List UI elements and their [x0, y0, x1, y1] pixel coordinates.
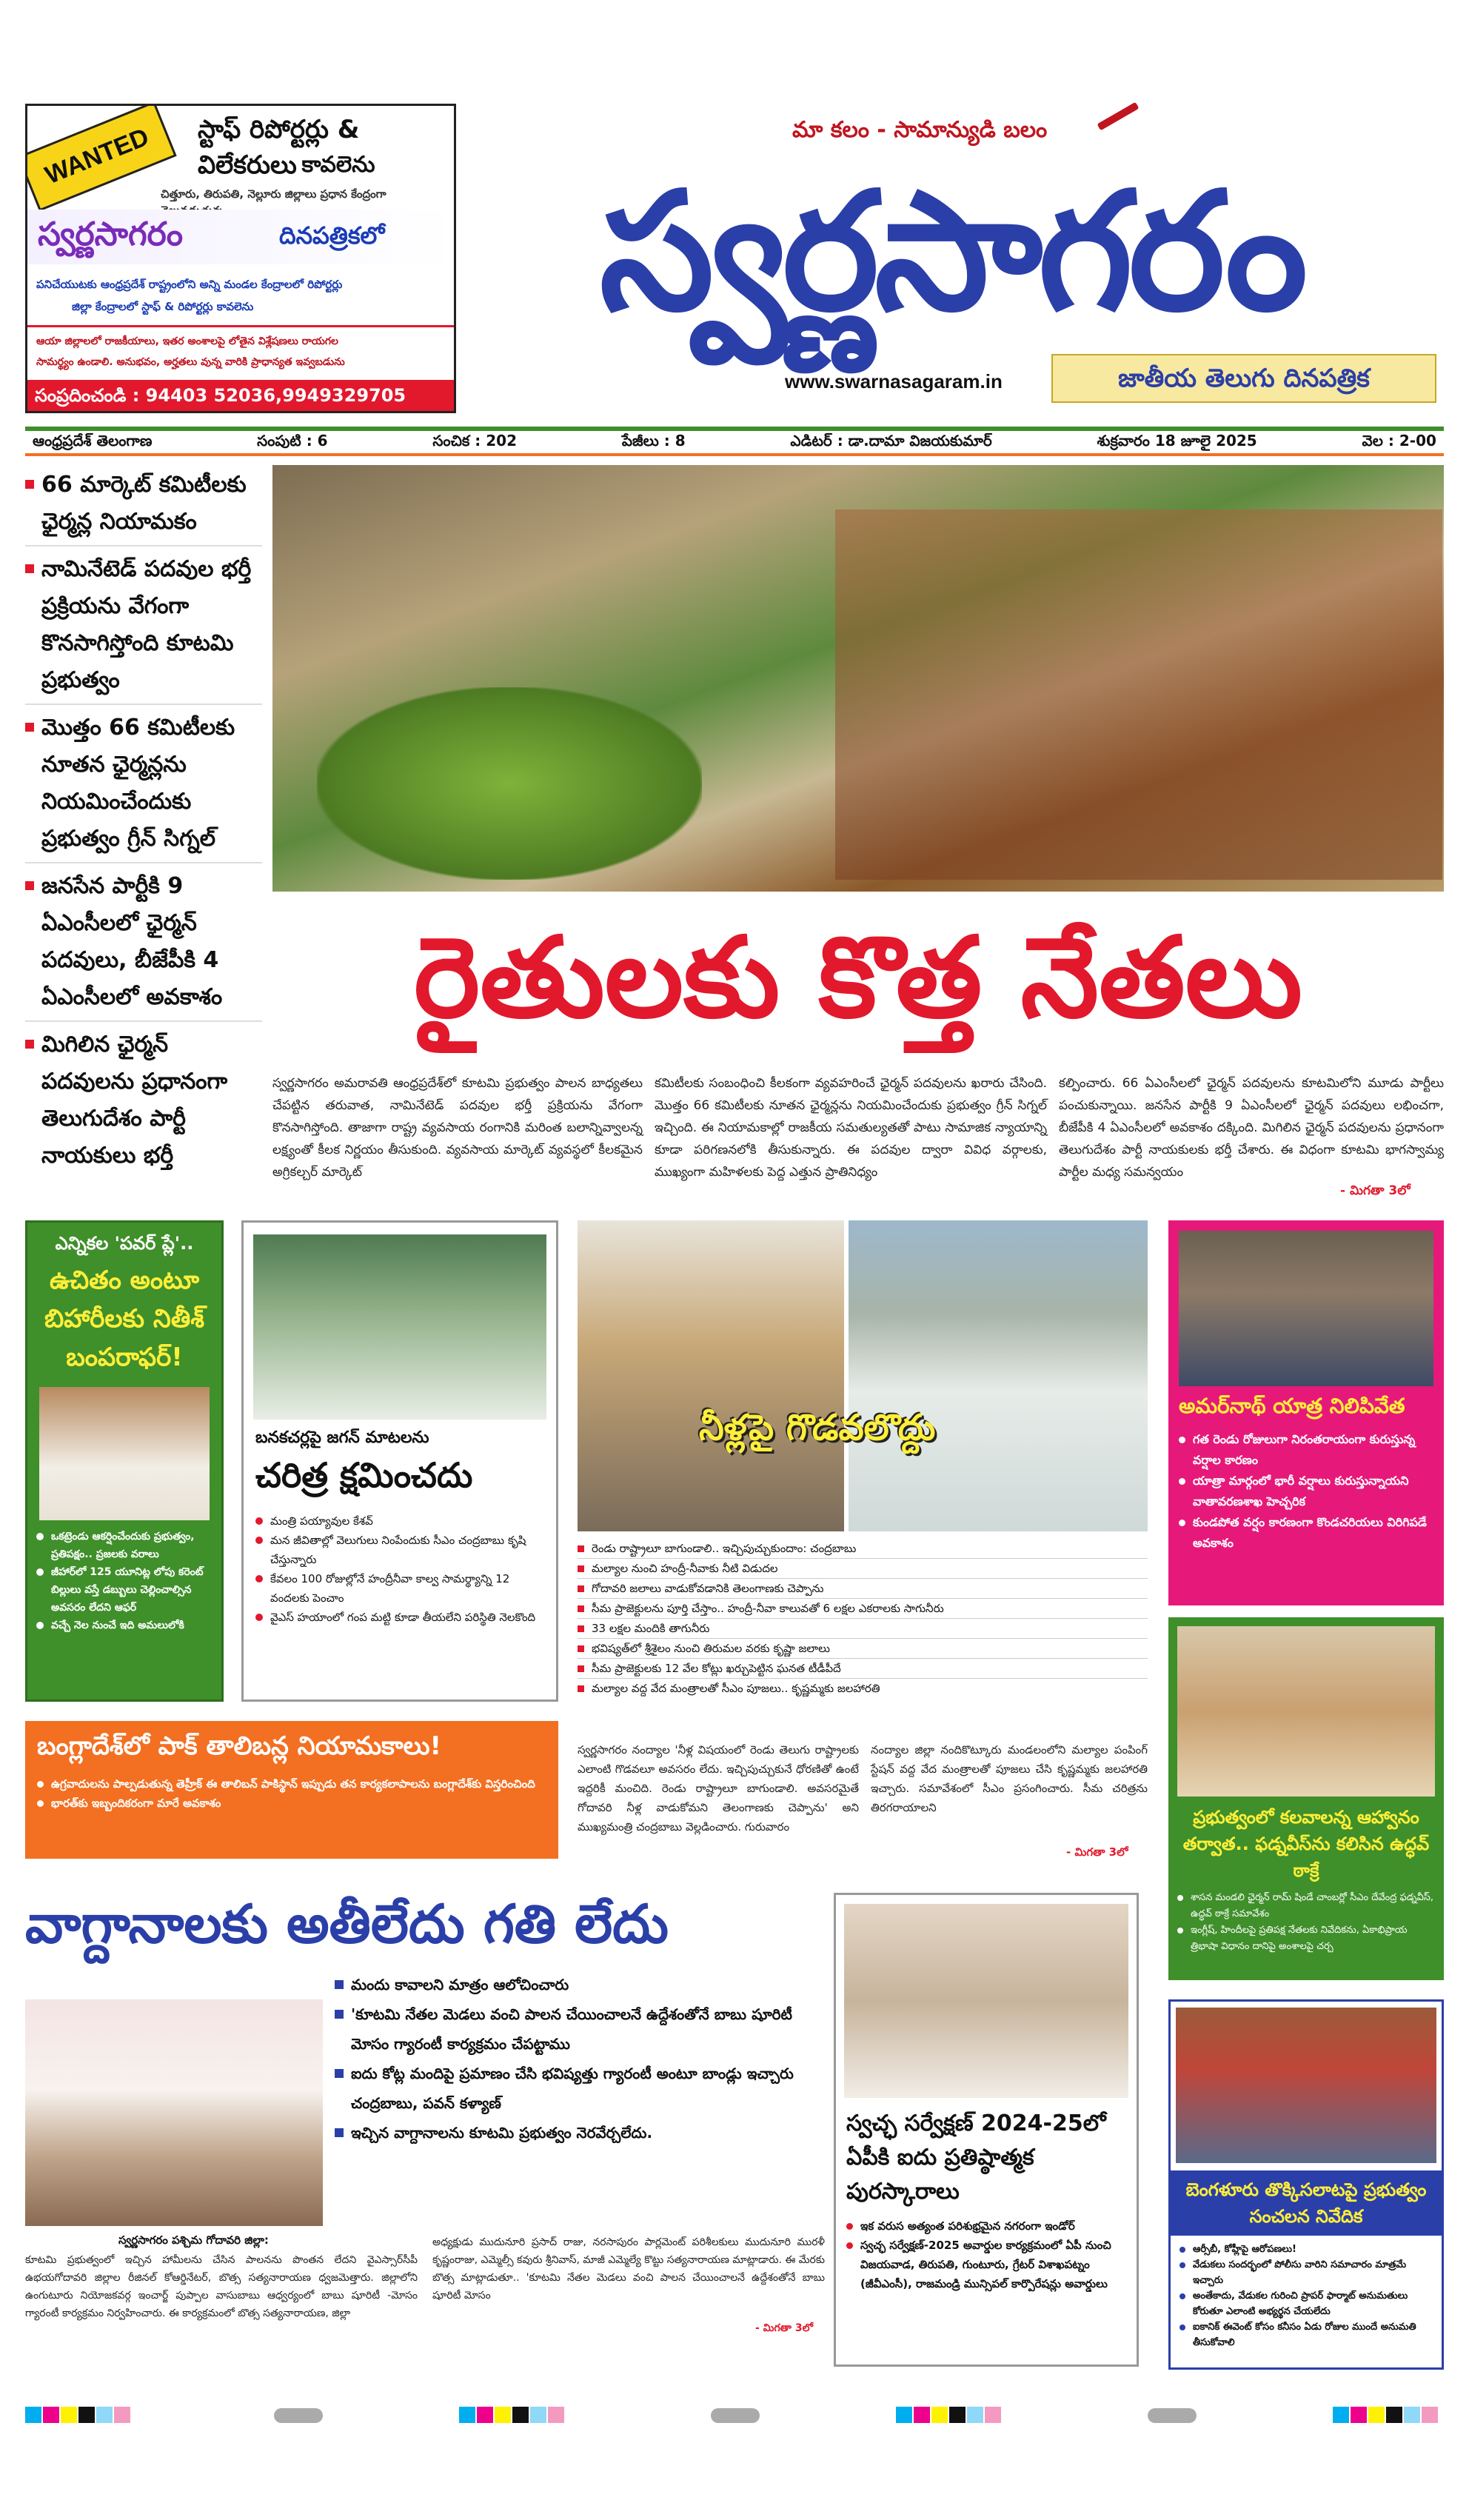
- jagan-bullet: కేవలం 100 రోజుల్లోనే హంద్రీనీవా కాల్వ సామర్థ్యాన్ని 12 వందలకు పెంచాం: [255, 1569, 544, 1608]
- swachh-bullet: ఇక వరుస అత్యంత పరిశుభ్రమైన నగరంగా ఇండోర్: [846, 2216, 1126, 2236]
- promises-bullet: ఐదు కోట్ల మందిపై ప్రమాణం చేసి భవిష్యత్తు గ్యారంటీ అంటూ బాండ్లు ఇచ్చారు చంద్రబాబు, పవన్ కళ్యాణ్: [335, 2059, 823, 2118]
- swachh-headline: స్వచ్ఛ సర్వేక్షణ్ 2024-25లో ఏపీకి ఐదు ప్రతిష్ఠాత్మక పురస్కారాలు: [846, 2110, 1106, 2205]
- promises-headline: వాగ్దానాలకు అతీలేదు గతి లేదు: [25, 1893, 669, 1955]
- lead-bullet: మొత్తం 66 కమిటీలకు నూతన ఛైర్మన్లను నియమించేందుకు ప్రభుత్వం గ్రీన్ సిగ్నల్: [25, 709, 262, 863]
- info-price: వెల : 2-00: [1362, 431, 1436, 449]
- ad-line7: సామర్థ్యం ఉండాలి. అనుభవం, అర్హతలు వున్న వారికి ప్రాధాన్యత ఇవ్వబడును: [36, 356, 345, 368]
- pak-bullet: భారత్‌కు ఇబ్బందికరంగా మారే అవకాశం: [37, 1794, 546, 1813]
- amarnath-bullet: యాత్రా మార్గంలో భారీ వర్షాలు కురుస్తున్నాయని వాతావరణశాఖ హెచ్చరిక: [1179, 1471, 1433, 1512]
- jagan-bullet: వైఎస్ హయాంలో గంప మట్టి కూడా తీయలేని పరిస్థితి నెలకొంది: [255, 1608, 544, 1627]
- promises-col2: అధ్యక్షుడు ముదునూరి ప్రసాద్ రాజు, నరసాపురం పార్లమెంట్ పరిశీలకులు ముదునూరి మురళీ కృష్ణంరాజు, ఎమ్మెల్సీ కవురు శ్రీనివాస్, మాజీ ఎమ్మెల్యే కొట్టు సత్యనారాయణ మాట్లాడారు. ఈ మేరకు బొత్స మాట్లాడుతూ.. 'కూటమి నేతల మెడలు వంచి పాలన చేయించాలనే ఉద్దేశంతోనే బాబు షూరిటీ మోసం: [432, 2236, 826, 2302]
- lead-bullet: మిగిలిన ఛైర్మన్ పదవులను ప్రధానంగా తెలుగుదేశం పార్టీ నాయకులు భర్తీ: [25, 1026, 262, 1174]
- water-bullet: 33 లక్షల మందికి తాగునీరు: [578, 1619, 1148, 1639]
- bihar-box: [25, 1220, 224, 1702]
- water-bullet: సీమ ప్రాజెక్టులకు 12 వేల కోట్లు ఖర్చుపెట్టిన ఘనత టీడీపీదే: [578, 1659, 1148, 1679]
- pak-headline: బంగ్లాదేశ్‌లో పాక్ తాలిబన్ల నియామకాలు!: [37, 1731, 442, 1761]
- water-bullet: రెండు రాష్ట్రాలూ బాగుండాలి.. ఇచ్చిపుచ్చుకుందాం: చంద్రబాబు: [578, 1539, 1148, 1559]
- ad-line6: ఆయా జిల్లాలలో రాజకీయాలు, ఇతర అంశాలపై లోతైన విశ్లేషణలు రాయగల: [36, 335, 338, 347]
- amarnath-bullets: [1168, 1429, 1444, 1554]
- jagan-bullets: [244, 1511, 556, 1627]
- ad-line5: జిల్లా కేంద్రాలలో స్టాఫ్ & రిపోర్టర్లు కావలెను: [72, 300, 254, 313]
- nitish-photo: [39, 1387, 210, 1520]
- amarnath-photo: [1179, 1231, 1433, 1386]
- minister-photo: [253, 1234, 546, 1420]
- lead-bullets: [25, 467, 262, 1174]
- amarnath-bullet: కుండపోత వర్షం కారణంగా కొండచరియలు విరిగిపడే అవకాశం: [1179, 1512, 1433, 1554]
- masthead-subtitle-box: [1051, 354, 1436, 403]
- water-bullet: మల్యాల వద్ద వేద మంత్రాలతో సీఎం పూజలు.. కృష్ణమ్మకు జలహారతి: [578, 1679, 1148, 1698]
- water-bullets: [578, 1539, 1148, 1698]
- water-overlay: నీళ్లపై గొడవలొద్దు: [699, 1407, 936, 1448]
- info-volume: సంపుటి : 6: [257, 431, 328, 449]
- color-bar-midleft: [459, 2407, 566, 2426]
- uddhav-bullets: [1168, 1890, 1444, 1955]
- ad-divider: [27, 325, 454, 327]
- amarnath-headline: అమర్‌నాథ్ యాత్ర నిలిపివేత: [1179, 1394, 1405, 1418]
- masthead-url[interactable]: www.swarnasagaram.in: [785, 370, 1003, 392]
- reg-pill: [274, 2408, 323, 2423]
- uddhav-headline: ప్రభుత్వంలో కలవాలన్న ఆహ్వానం తర్వాత.. ఫడ్నవీస్‌ను కలిసిన ఉద్ధవ్ ఠాక్రే: [1182, 1807, 1430, 1881]
- bihar-kicker: ఎన్నికల 'పవర్ ప్లే'..: [55, 1233, 194, 1254]
- color-bar-right: [1333, 2407, 1439, 2426]
- lead-bullet: నామినేటెడ్ పదవుల భర్తీ ప్రక్రియను వేగంగా కొనసాగిస్తోంది కూటమి ప్రభుత్వం: [25, 551, 262, 705]
- bengaluru-bullets: [1171, 2242, 1442, 2350]
- promises-bullet: మందు కావాలని మాత్రం ఆలోచించారు: [335, 1970, 823, 1999]
- ad-line2: కావలెను: [301, 152, 375, 178]
- pak-bullet: ఉగ్రవాదులను పాల్పడుతున్న తెహ్రీక్ ఈ తాలిబన్ పాకిస్థాన్ ఇప్పుడు తన కార్యకలాపాలను బంగ్లాదేశ్‌కు విస్తరించింది: [37, 1774, 546, 1794]
- bihar-bullet: జీహార్‌లో 125 యూనిట్ల లోపు కరెంట్ బిల్లులు వస్తే డబ్బులు చెల్లించాల్సిన అవసరం లేదని ఆఫర్: [36, 1563, 213, 1617]
- lead-photo-market: [272, 465, 1444, 892]
- lead-col2: కమిటీలకు సంబంధించి కీలకంగా వ్యవహరించే ఛైర్మన్ పదవులను ఖరారు చేసింది. మొత్తం 66 కమిటీలకు నూతన ఛైర్మన్లను నియమించేందుకు ప్రభుత్వం గ్రీన్ సిగ్నల్ ఇచ్చింది. ఈ నియామకాల్లో రాజకీయ సమతుల్యతతో పాటు సామాజిక న్యాయాన్ని కూడా పరిగణనలోకి తీసుకున్నారు. ఈ పదవుల ద్వారా వివిధ వర్గాలకు, ముఖ్యంగా మహిళలకు పెద్ద ఎత్తున ప్రాతినిధ్యం: [655, 1076, 1047, 1180]
- ad-brand-suffix: దినపత్రికలో: [279, 221, 385, 250]
- amarnath-box: [1168, 1220, 1444, 1605]
- pak-box: [25, 1721, 558, 1859]
- info-date: శుక్రవారం 18 జూలై 2025: [1097, 431, 1257, 449]
- masthead-title: స్వర్ణసాగరం: [599, 157, 1304, 347]
- jagan-bullet: మంత్రి పయ్యావుల కేశవ్: [255, 1511, 544, 1531]
- swachh-bullet: స్వచ్ఛ సర్వేక్షణ్-2025 అవార్డుల కార్యక్రమంలో ఏపీ నుంచి విజయవాడ, తిరుపతి, గుంటూరు, గ్రేటర్ విశాఖపట్నం (జీవీఎంసీ), రాజమండ్రి మున్సిపల్ కార్పొరేషన్లు అవార్డులు: [846, 2236, 1126, 2293]
- lead-bullet: జనసేన పార్టీకి 9 ఏఎంసీలలో ఛైర్మన్ పదవులు, బీజేపీకి 4 ఏఎంసీలలో అవకాశం: [25, 868, 262, 1022]
- info-pages: పేజీలు : 8: [621, 431, 686, 449]
- ad-line3: చిత్తూరు, తిరుపతి, నెల్లూరు జిల్లాలు ప్రధాన కేంద్రంగా: [161, 187, 387, 201]
- pak-bullets: [25, 1774, 558, 1813]
- jagan-box: [241, 1220, 558, 1702]
- lead-bullet: 66 మార్కెట్ కమిటీలకు ఛైర్మన్ల నియామకం: [25, 467, 262, 547]
- uddhav-photo: [1177, 1626, 1435, 1797]
- award-photo: [844, 1904, 1128, 2098]
- promises-bullet: 'కూటమి నేతల మెడలు వంచి పాలన చేయించాలనే ఉద్దేశంతోనే బాబు షూరిటీ మోసం గ్యారంటీ కార్యక్రమం చేపట్టాము: [335, 1999, 823, 2059]
- promises-more[interactable]: - మిగతా 3లో: [755, 2322, 813, 2334]
- bengaluru-box: [1168, 1999, 1444, 2370]
- water-bullet: భవిష్యత్‌లో శ్రీశైలం నుంచి తిరుమల వరకు కృష్ణా జలాలు: [578, 1639, 1148, 1659]
- uddhav-bullet: శాసన మండలి ఛైర్మన్ రామ్ షిండే చాంబర్లో సీఎం దేవేంద్ర ఫడ్నవీస్, ఉద్ధవ్ ఠాక్రే సమావేశం: [1177, 1890, 1435, 1922]
- ad-line1: స్టాఫ్ రిపోర్టర్లు & విలేకరులు: [198, 115, 360, 180]
- uddhav-bullet: ఇంగ్లీష్, హిందీలపై ప్రతిపక్ష నేతలకు నివేదికను, ఏకాభిప్రాయ త్రిభాషా విధానం దానిపై అంశాలపై చర్చ: [1177, 1922, 1435, 1955]
- water-bullet: సీమ ప్రాజెక్టులను పూర్తి చేస్తాం.. హంద్రీ-నీవా కాలువతో 6 లక్షల ఎకరాలకు సాగునీరు: [578, 1599, 1148, 1619]
- bengaluru-bullet: ఐకానిక్ ఈవెంట్ కోసం కనీసం ఏడు రోజుల ముందే అనుమతి తీసుకోవాలి: [1179, 2319, 1433, 2350]
- stampede-photo: [1176, 2008, 1436, 2163]
- water-col1: స్వర్ణసాగరం నంద్యాల 'నీళ్ల విషయంలో రెండు తెలుగు రాష్ట్రాలకు ఎలాంటి గొడవలూ అవసరం లేదు. ఇచ్చిపుచ్చుకునే ధోరణితో ఉంటే ఇద్దరికీ మంచిది. రెండు రాష్ట్రాలూ బాగుండాలి. అవసరమైతే గోదావరి నీళ్ల వాడుకోమని తెలంగాణకు చెప్పాను' అని ముఖ్యమంత్రి చంద్రబాబు వెల్లడించారు. గురువారం: [578, 1743, 859, 1834]
- ad-line4: పనిచేయుటకు ఆంధ్రప్రదేశ్ రాష్ట్రంలోని అన్ని మండల కేంద్రాలలో రిపోర్టర్లు: [36, 278, 343, 291]
- truck-shape: [835, 509, 1442, 880]
- promises-bullet: ఇచ్చిన వాగ్దానాలను కూటమి ప్రభుత్వం నెరవేర్చలేదు.: [335, 2118, 823, 2148]
- water-photo-event: [578, 1220, 844, 1531]
- promises-bullets: [335, 1970, 823, 2148]
- bihar-bullets: [27, 1528, 221, 1634]
- jagan-kicker: బనకచర్లపై జగన్ మాటలను: [255, 1428, 429, 1447]
- promises-col1: కూటమి ప్రభుత్వంలో ఇచ్చిన హామీలను చేసిన పాలనను పొంతన లేదని వైఎస్సార్‌సీపీ ఉభయగోదావరి జిల్లాల రీజినల్ కోఆర్డినేటర్, బొత్స సత్యనారాయణ ధ్వజమెత్తారు. జిల్లాలోని ఉంగుటూరు నియోజకవర్గ ఇంచార్జ్ పుప్పాల వాసుబాబు ఆధ్వర్యంలో బాబు షూరిటీ -మోసం గ్యారంటీ కార్యక్రమం నిర్వహించారు. ఈ కార్యక్రమంలో బొత్స సత్యనారాయణ, జిల్లా: [25, 2254, 418, 2319]
- jagan-headline: చరిత్ర క్షమించదు: [255, 1455, 473, 1495]
- color-bar-midright: [896, 2407, 1003, 2426]
- lead-headline: రైతులకు కొత్త నేతలు: [414, 914, 1302, 1043]
- water-more[interactable]: - మిగతా 3లో: [1066, 1845, 1128, 1859]
- bengaluru-bullet: ఆర్సీబీ, కోహ్లీపై ఆరోపణలు!: [1179, 2242, 1433, 2257]
- promises-dateline: స్వర్ణసాగరం పశ్చిమ గోదావరి జిల్లా:: [118, 2233, 269, 2247]
- vegetable-heap: [317, 687, 702, 880]
- color-bar-left: [25, 2407, 132, 2426]
- bengaluru-bullet: వేడుకలు సందర్భంలో పోలీసు వారిని సమాచారం మాత్రమే ఇచ్చారు: [1179, 2257, 1433, 2288]
- ad-contact: సంప్రదించండి : 94403 52036,9949329705: [27, 380, 454, 411]
- amarnath-bullet: గత రెండు రోజులుగా నిరంతరాయంగా కురుస్తున్న వర్షాల కారణం: [1179, 1429, 1433, 1471]
- reg-pill: [711, 2408, 760, 2423]
- info-issue: సంచిక : 202: [432, 431, 518, 449]
- bihar-headline: ఉచితం అంటూ బిహారీలకు నితీశ్ బంపరాఫర్!: [44, 1266, 205, 1372]
- bengaluru-bullet: అంతేకాదు, వేడుకల గురించి ప్రాపర్ ఫార్మాట్ అనుమతులు కోరుతూ ఎలాంటి అభ్యర్థన చేయలేదు: [1179, 2288, 1433, 2319]
- bihar-bullet: ఒకట్రెండు ఆకర్షించేందుకు ప్రభుత్వం, ప్రతిపక్షం.. ప్రజలకు వరాలు: [36, 1528, 213, 1563]
- water-bullet: మల్యాల నుంచి హంద్రీ-నీవాకు నీటి విడుదల: [578, 1559, 1148, 1579]
- water-bullet: గోదావరి జలాలు వాడుకోవడానికి తెలంగాణకు చెప్పాను: [578, 1579, 1148, 1599]
- lead-more[interactable]: - మిగతా 3లో: [1340, 1183, 1411, 1198]
- lead-col3: కల్పించారు. 66 ఏఎంసీలలో ఛైర్మన్ పదవులను కూటమిలోని మూడు పార్టీలు పంచుకున్నాయి. జనసేన పార్టీకి 9 ఏఎంసీలలో ఛైర్మన్ పదవులు లభించగా, బీజేపీకి 4 ఏఎంసీలలో అవకాశం దక్కింది. మిగిలిన ఛైర్మన్ పదవులను ప్రధానంగా తెలుగుదేశం పార్టీ నాయకులకు భర్తీ చేశారు. ఈ విధంగా కూటమి భాగస్వామ్య పార్టీల మధ్య సమన్వయం: [1059, 1076, 1444, 1180]
- water-photo-dam: [849, 1220, 1148, 1531]
- pen-icon: [1097, 102, 1140, 131]
- recruitment-ad: [25, 104, 456, 413]
- bengaluru-headline: బెంగళూరు తొక్కిసలాటపై ప్రభుత్వం సంచలన నివేదిక: [1171, 2170, 1442, 2236]
- jagan-bullet: మన జీవితాల్లో వెలుగులు నింపేందుకు సీఎం చంద్రబాబు కృషి చేస్తున్నారు: [255, 1531, 544, 1569]
- wanted-ribbon: WANTED: [25, 104, 177, 212]
- info-states: ఆంధ్రప్రదేశ్ తెలంగాణ: [33, 431, 153, 449]
- ad-brand: స్వర్ణసాగరం: [38, 215, 184, 253]
- swachh-box: [834, 1893, 1139, 2367]
- masthead-tagline: మా కలం - సామాన్యుడి బలం: [792, 117, 1048, 143]
- masthead-subtitle: జాతీయ తెలుగు దినపత్రిక: [1118, 364, 1370, 393]
- water-col2: నంద్యాల జిల్లా నందికొట్కూరు మండలంలోని మల్యాల పంపింగ్ స్టేషన్ వద్ద వేద మంత్రాలతో పూజలు చేసి కృష్ణమ్మకు జలహారతి ఇచ్చారు. సమావేశంలో సీఎం ప్రసంగించారు. సీమ చరిత్రను తిరగరాయాలని: [871, 1743, 1148, 1814]
- info-editor: ఎడిటర్ : డా.దామా విజయకుమార్: [790, 431, 992, 449]
- swachh-bullets: [836, 2216, 1137, 2293]
- lead-col1: స్వర్ణసాగరం అమరావతి ఆంధ్రప్రదేశ్‌లో కూటమి ప్రభుత్వం పాలన బాధ్యతలు చేపట్టిన తరువాత, నామినేటెడ్ పదవుల భర్తీ ప్రక్రియను వేగంగా కొనసాగిస్తోంది. తాజాగా రాష్ట్ర వ్యవసాయ రంగానికి మరింత బలాన్నివ్వాలన్న లక్ష్యంతో కీలక నిర్ణయం తీసుకుంది. వ్యవసాయ మార్కెట్ వ్యవస్థలో కీలకమైన అగ్రికల్చర్ మార్కెట్: [272, 1076, 643, 1180]
- uddhav-box: [1168, 1617, 1444, 1980]
- botsa-photo: [25, 1999, 323, 2226]
- bihar-bullet: వచ్చే నెల నుంచే ఇది అమలులోకి: [36, 1617, 213, 1634]
- info-bar: [25, 427, 1444, 456]
- reg-pill: [1148, 2408, 1197, 2423]
